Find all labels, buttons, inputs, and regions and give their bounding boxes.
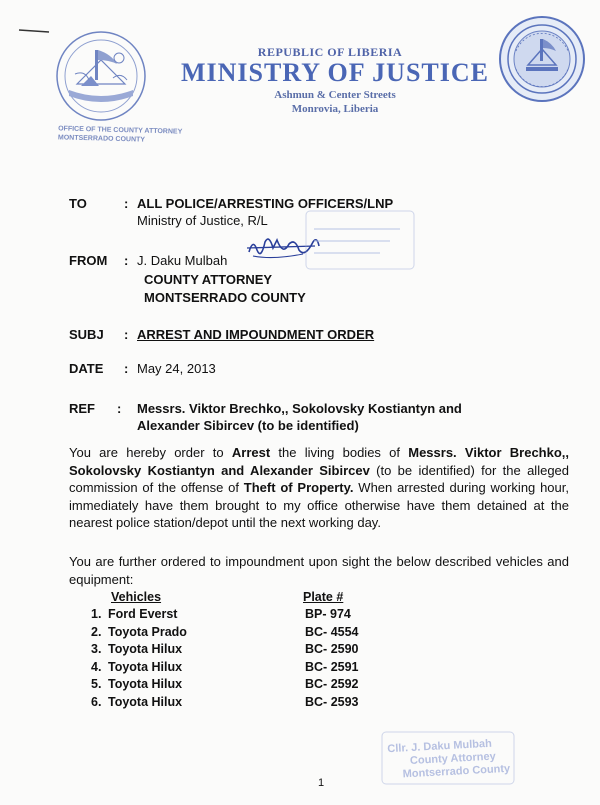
vehicle-row-plate: BC- 2593 — [305, 694, 359, 709]
footer-stamp — [387, 737, 510, 782]
vehicle-row-name: Toyota Hilux — [108, 677, 183, 691]
vehicle-row-plate: BC- 2590 — [305, 642, 359, 656]
footer-stamp-line1: Cllr. J. Daku Mulbah — [387, 737, 493, 756]
to-line2: Ministry of Justice, R/L — [137, 213, 268, 228]
ref-line1: Messrs. Viktor Brechko,, Sokolovsky Kostiantyn and — [137, 401, 462, 416]
to-colon: : — [124, 196, 129, 211]
letterhead-city: Monrovia, Liberia — [291, 103, 379, 115]
body-paragraph-1 — [69, 444, 569, 532]
vehicle-row-name: Toyota Hilux — [108, 659, 183, 674]
subj-label: SUBJ — [69, 327, 104, 342]
from-label: FROM — [69, 253, 108, 268]
vehicle-row-name: Toyota Hilux — [108, 694, 183, 709]
subj-value: ARREST AND IMPOUNDMENT ORDER — [137, 327, 375, 342]
vehicle-row-name: Toyota Prado — [108, 624, 187, 639]
to-label: TO — [69, 196, 87, 211]
office-stamp-line1: OFFICE OF THE COUNTY ATTORNEY — [58, 125, 183, 136]
vehicle-row-plate: BP- 974 — [305, 607, 351, 621]
letterhead-ministry-title: MINISTRY OF JUSTICE — [181, 58, 489, 87]
vehicle-row-plate: BC- 2592 — [305, 677, 359, 691]
vehicle-row-number: 4. — [91, 659, 102, 674]
p1-names: Messrs. Viktor Brechko,, Sokolovsky Kostiantyn and Alexander Sibircev — [69, 445, 570, 478]
p1-text-e: (to be identified) for the alleged commission of the offense of — [69, 462, 570, 495]
vehicle-row-number: 1. — [91, 607, 102, 621]
vehicle-row-number: 6. — [91, 694, 102, 709]
footer-stamp-line2: County Attorney — [409, 750, 496, 768]
date-value: May 24, 2013 — [137, 361, 216, 376]
letterhead-street: Ashmun & Center Streets — [274, 89, 396, 101]
vehicle-row-plate: BC- 4554 — [305, 624, 359, 639]
vehicle-row-number: 2. — [91, 624, 102, 639]
p1-arrest: Arrest — [231, 445, 271, 460]
letterhead-republic: REPUBLIC OF LIBERIA — [257, 45, 403, 59]
vehicle-row-plate: BC- 2591 — [305, 659, 359, 674]
plate-header: Plate # — [303, 590, 344, 604]
date-label: DATE — [69, 361, 104, 376]
vehicle-row-name: Ford Everst — [108, 607, 178, 621]
pen-stroke-mark — [18, 28, 50, 34]
page-number: 1 — [318, 777, 325, 789]
p1-text-c: the living bodies of — [270, 445, 409, 460]
p1-text-a: You are hereby order to — [69, 445, 232, 460]
vehicle-row-name: Toyota Hilux — [108, 642, 183, 656]
from-colon: : — [124, 253, 129, 268]
ref-line2: Alexander Sibircev (to be identified) — [137, 418, 359, 433]
from-title1: COUNTY ATTORNEY — [144, 272, 273, 287]
p1-offense: Theft of Property. — [243, 480, 354, 495]
to-line1: ALL POLICE/ARRESTING OFFICERS/LNP — [137, 196, 394, 211]
from-name: J. Daku Mulbah — [137, 253, 228, 268]
office-stamp-line2: MONTSERRADO COUNTY — [57, 134, 146, 144]
vehicle-row-number: 5. — [91, 677, 102, 691]
from-title2: MONTSERRADO COUNTY — [144, 290, 306, 305]
vehicles-header: Vehicles — [111, 590, 162, 604]
footer-stamp-line3: Montserrado County — [402, 762, 511, 781]
p1-text-g: When arrested during working hour, immediately have them brought to my office otherwise have them detained at the nearest police station/depot until the next working day. — [69, 480, 569, 530]
vehicle-row-number: 3. — [91, 642, 102, 656]
ref-colon: : — [117, 401, 122, 416]
ref-label: REF — [69, 401, 95, 416]
subj-colon: : — [124, 327, 129, 342]
date-colon: : — [124, 361, 129, 376]
faint-stamp-top — [300, 205, 420, 275]
office-stamp — [58, 124, 183, 145]
body-paragraph-2: You are further ordered to impoundment upon sight the below described vehicles and equipment: — [69, 554, 569, 587]
